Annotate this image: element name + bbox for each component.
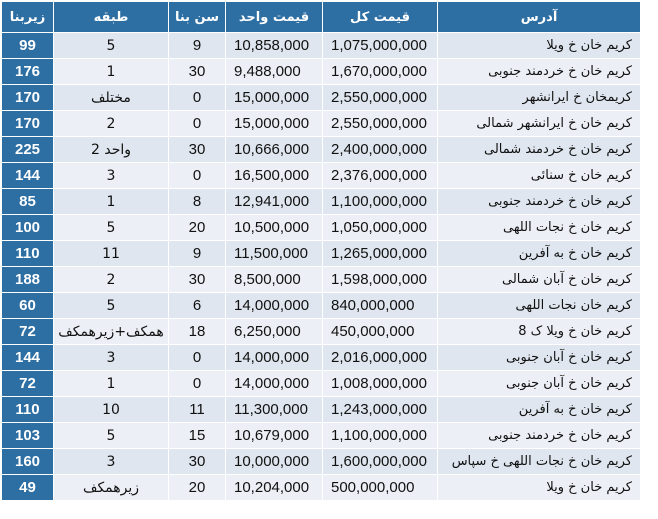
- cell-total-price: 840,000,000: [323, 293, 438, 319]
- table-row: [2, 189, 641, 215]
- cell-age: 0: [169, 371, 226, 397]
- cell-area: 144: [2, 163, 54, 189]
- cell-floor: 5: [54, 215, 169, 241]
- cell-age: 8: [169, 189, 226, 215]
- cell-total-price: 450,000,000: [323, 319, 438, 345]
- table-row: [2, 33, 641, 59]
- table-row: [2, 397, 641, 423]
- cell-area: 225: [2, 137, 54, 163]
- cell-unit-price: 14,000,000: [226, 293, 323, 319]
- cell-area: 110: [2, 241, 54, 267]
- cell-address: کریم خان خ آبان شمالی: [438, 267, 641, 293]
- cell-floor: 3: [54, 449, 169, 475]
- table-row: [2, 241, 641, 267]
- cell-area: 99: [2, 33, 54, 59]
- cell-unit-price: 9,488,000: [226, 59, 323, 85]
- table-row: [2, 449, 641, 475]
- cell-floor: مختلف: [54, 85, 169, 111]
- table-row: [2, 293, 641, 319]
- cell-age: 15: [169, 423, 226, 449]
- cell-area: 170: [2, 111, 54, 137]
- cell-address: کریم خان خ نجات اللهی خ سپاس: [438, 449, 641, 475]
- cell-area: 103: [2, 423, 54, 449]
- table-row: [2, 163, 641, 189]
- cell-address: کریم خان خ ویلا: [438, 33, 641, 59]
- cell-address: کریم خان نجات اللهی: [438, 293, 641, 319]
- cell-address: کریمخان خ ایرانشهر: [438, 85, 641, 111]
- cell-address: کریم خان خ نجات اللهی: [438, 215, 641, 241]
- listing-table-wrapper: [1, 1, 640, 501]
- cell-total-price: 2,550,000,000: [323, 85, 438, 111]
- cell-address: کریم خان خ به آفرین: [438, 241, 641, 267]
- table-row: [2, 215, 641, 241]
- cell-address: کریم خان خ آبان جنوبی: [438, 345, 641, 371]
- cell-age: 20: [169, 215, 226, 241]
- cell-floor: 2: [54, 267, 169, 293]
- cell-age: 0: [169, 345, 226, 371]
- cell-total-price: 1,100,000,000: [323, 423, 438, 449]
- cell-floor: 2: [54, 111, 169, 137]
- cell-total-price: 1,600,000,000: [323, 449, 438, 475]
- cell-age: 20: [169, 475, 226, 501]
- cell-unit-price: 8,500,000: [226, 267, 323, 293]
- cell-unit-price: 10,679,000: [226, 423, 323, 449]
- table-body: [2, 33, 641, 501]
- header-address: آدرس: [438, 2, 641, 33]
- cell-floor: زیرهمکف: [54, 475, 169, 501]
- cell-address: کریم خان خ ویلا: [438, 475, 641, 501]
- table-row: [2, 475, 641, 501]
- header-area: زیربنا: [2, 2, 54, 33]
- cell-total-price: 1,075,000,000: [323, 33, 438, 59]
- cell-address: کریم خان خ آبان جنوبی: [438, 371, 641, 397]
- table-row: [2, 59, 641, 85]
- cell-age: 6: [169, 293, 226, 319]
- cell-address: کریم خان خ خردمند شمالی: [438, 137, 641, 163]
- cell-age: 11: [169, 397, 226, 423]
- cell-floor: 11: [54, 241, 169, 267]
- cell-total-price: 500,000,000: [323, 475, 438, 501]
- cell-area: 100: [2, 215, 54, 241]
- cell-total-price: 1,050,000,000: [323, 215, 438, 241]
- table-row: [2, 137, 641, 163]
- cell-unit-price: 6,250,000: [226, 319, 323, 345]
- header-total-price: قیمت کل: [323, 2, 438, 33]
- cell-unit-price: 14,000,000: [226, 345, 323, 371]
- cell-total-price: 2,016,000,000: [323, 345, 438, 371]
- table-row: [2, 267, 641, 293]
- cell-address: کریم خان خ به آفرین: [438, 397, 641, 423]
- cell-floor: 3: [54, 163, 169, 189]
- cell-floor: 5: [54, 293, 169, 319]
- cell-total-price: 2,550,000,000: [323, 111, 438, 137]
- cell-unit-price: 10,858,000: [226, 33, 323, 59]
- cell-floor: 1: [54, 189, 169, 215]
- cell-floor: همکف+زیرهمکف: [54, 319, 169, 345]
- table-row: [2, 85, 641, 111]
- header-unit-price: قیمت واحد: [226, 2, 323, 33]
- cell-total-price: 1,265,000,000: [323, 241, 438, 267]
- cell-address: کریم خان خ خردمند جنوبی: [438, 59, 641, 85]
- cell-floor: 1: [54, 371, 169, 397]
- cell-area: 49: [2, 475, 54, 501]
- cell-floor: واحد 2: [54, 137, 169, 163]
- header-floor: طبقه: [54, 2, 169, 33]
- cell-total-price: 1,243,000,000: [323, 397, 438, 423]
- table-row: [2, 345, 641, 371]
- cell-unit-price: 12,941,000: [226, 189, 323, 215]
- cell-unit-price: 11,300,000: [226, 397, 323, 423]
- cell-address: کریم خان خ خردمند جنوبی: [438, 423, 641, 449]
- cell-address: کریم خان خ ویلا ک 8: [438, 319, 641, 345]
- property-listing-table: [1, 1, 641, 501]
- cell-unit-price: 10,500,000: [226, 215, 323, 241]
- cell-unit-price: 10,204,000: [226, 475, 323, 501]
- cell-area: 72: [2, 319, 54, 345]
- cell-area: 176: [2, 59, 54, 85]
- cell-floor: 5: [54, 423, 169, 449]
- cell-floor: 1: [54, 59, 169, 85]
- cell-age: 30: [169, 449, 226, 475]
- cell-unit-price: 15,000,000: [226, 85, 323, 111]
- cell-unit-price: 15,000,000: [226, 111, 323, 137]
- table-row: [2, 371, 641, 397]
- cell-area: 144: [2, 345, 54, 371]
- cell-floor: 5: [54, 33, 169, 59]
- cell-total-price: 1,598,000,000: [323, 267, 438, 293]
- cell-age: 30: [169, 59, 226, 85]
- table-row: [2, 423, 641, 449]
- cell-address: کریم خان خ ایرانشهر شمالی: [438, 111, 641, 137]
- cell-area: 160: [2, 449, 54, 475]
- cell-age: 18: [169, 319, 226, 345]
- cell-area: 188: [2, 267, 54, 293]
- cell-age: 0: [169, 163, 226, 189]
- cell-area: 85: [2, 189, 54, 215]
- cell-address: کریم خان خ سنائی: [438, 163, 641, 189]
- cell-age: 30: [169, 137, 226, 163]
- cell-area: 72: [2, 371, 54, 397]
- cell-total-price: 1,100,000,000: [323, 189, 438, 215]
- cell-age: 0: [169, 85, 226, 111]
- table-row: [2, 111, 641, 137]
- cell-floor: 3: [54, 345, 169, 371]
- cell-unit-price: 14,000,000: [226, 371, 323, 397]
- cell-age: 9: [169, 241, 226, 267]
- cell-floor: 10: [54, 397, 169, 423]
- cell-area: 170: [2, 85, 54, 111]
- table-row: [2, 319, 641, 345]
- cell-age: 9: [169, 33, 226, 59]
- cell-unit-price: 11,500,000: [226, 241, 323, 267]
- cell-age: 0: [169, 111, 226, 137]
- cell-area: 110: [2, 397, 54, 423]
- cell-total-price: 1,670,000,000: [323, 59, 438, 85]
- header-age: سن بنا: [169, 2, 226, 33]
- cell-total-price: 1,008,000,000: [323, 371, 438, 397]
- header-row: [2, 2, 641, 33]
- cell-area: 60: [2, 293, 54, 319]
- cell-total-price: 2,400,000,000: [323, 137, 438, 163]
- cell-unit-price: 10,666,000: [226, 137, 323, 163]
- cell-address: کریم خان خ خردمند جنوبی: [438, 189, 641, 215]
- cell-unit-price: 16,500,000: [226, 163, 323, 189]
- cell-unit-price: 10,000,000: [226, 449, 323, 475]
- cell-total-price: 2,376,000,000: [323, 163, 438, 189]
- cell-age: 30: [169, 267, 226, 293]
